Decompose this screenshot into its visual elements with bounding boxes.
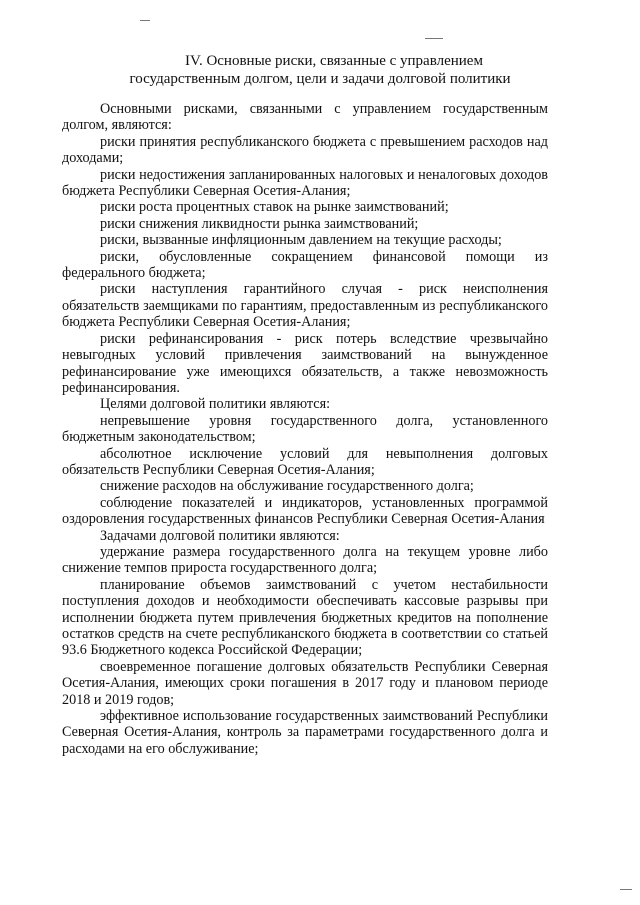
paragraph-risk: риски недостижения запланированных налоговых и неналоговых доходов бюджета Республики Северная Осетия-Алания; xyxy=(62,166,548,200)
scan-artifact xyxy=(140,20,150,21)
scan-artifact xyxy=(620,889,632,890)
paragraph-goal: непревышение уровня государственного долга, установленного бюджетным законодательством; xyxy=(62,412,548,446)
paragraph-risk: риски роста процентных ставок на рынке заимствований; xyxy=(100,199,449,216)
scan-artifact xyxy=(425,38,443,39)
paragraph-intro-risks: Основными рисками, связанными с управлением государственным долгом, являются: xyxy=(62,101,548,134)
section-heading-line-2: государственным долгом, цели и задачи долговой политики xyxy=(129,71,511,87)
paragraph-risk: риски снижения ликвидности рынка заимствований; xyxy=(100,215,419,232)
paragraph-risk: риски рефинансирования - риск потерь вследствие чрезвычайно невыгодных условий привлечения заимствований на вынужденное рефинансирование уже имеющихся обязательств, а также невозможность рефинансирования. xyxy=(62,330,548,396)
section-heading xyxy=(0,52,640,88)
paragraph-task: эффективное использование государственных заимствований Республики Северная Осетия-Алания, контроль за параметрами государственного долга и расходами на его обслуживание; xyxy=(62,708,548,757)
document-body xyxy=(62,101,548,757)
paragraph-goal: снижение расходов на обслуживание государственного долга; xyxy=(100,478,474,495)
paragraph-risk: риски наступления гарантийного случая - риск неисполнения обязательств заемщиками по гарантиям, предоставленным из республиканского бюджета Республики Северная Осетия-Алания; xyxy=(62,281,548,331)
paragraph-goal: абсолютное исключение условий для невыполнения долговых обязательств Республики Северная Осетия-Алания; xyxy=(62,445,548,478)
paragraph-risk: риски, вызванные инфляционным давлением на текущие расходы; xyxy=(100,232,502,249)
paragraph-task: планирование объемов заимствований с учетом нестабильности поступления доходов и необходимости обеспечивать кассовые разрывы при исполнении бюджета путем привлечения бюджетных кредитов на пополнение остатков средств на счете республиканского бюджета в соответствии со статьей 93.6 Бюджетного кодекса Российской Федерации; xyxy=(62,576,548,659)
paragraph-task: удержание размера государственного долга на текущем уровне либо снижение темпов прироста государственного долга; xyxy=(62,543,548,577)
paragraph-risk: риски, обусловленные сокращением финансовой помощи из федерального бюджета; xyxy=(62,248,548,282)
paragraph-intro-goals: Целями долговой политики являются: xyxy=(100,396,331,413)
paragraph-risk: риски принятия республиканского бюджета с превышением расходов над доходами; xyxy=(62,133,548,167)
section-heading-line-1: IV. Основные риски, связанные с управлением xyxy=(185,53,483,69)
paragraph-task: своевременное погашение долговых обязательств Республики Северная Осетия-Алания, имеющих сроки погашения в 2017 году и плановом периоде 2018 и 2019 годов; xyxy=(62,658,548,708)
paragraph-intro-tasks: Задачами долговой политики являются: xyxy=(100,527,340,544)
paragraph-goal: соблюдение показателей и индикаторов, установленных программой оздоровления государственных финансов Республики Северная Осетия-Алания xyxy=(62,494,548,528)
